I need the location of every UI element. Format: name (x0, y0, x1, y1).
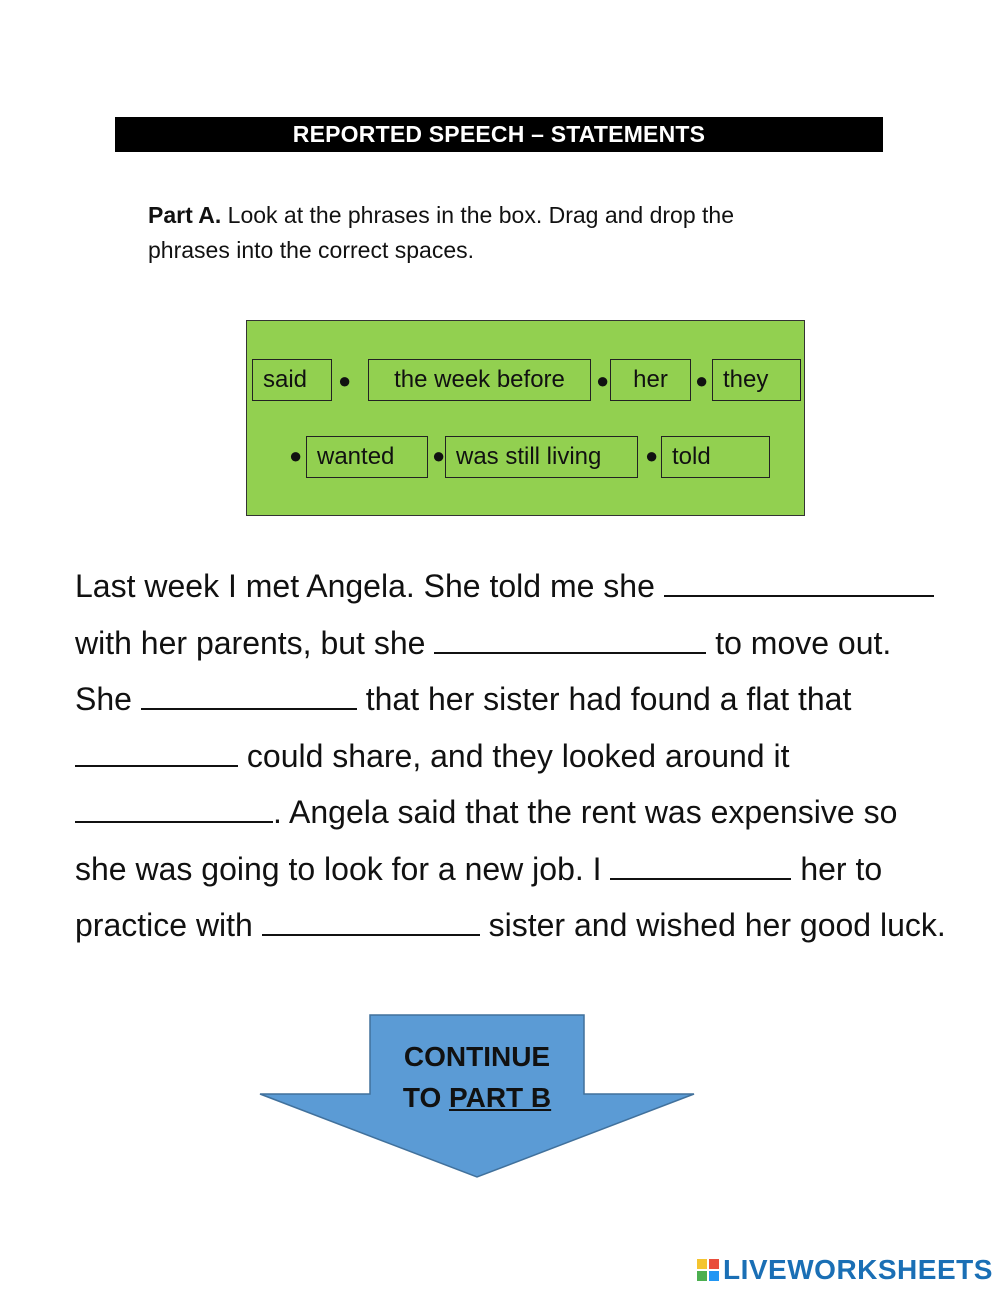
passage-line (75, 784, 975, 841)
bullet-icon: ● (432, 443, 446, 468)
instructions (148, 198, 868, 268)
instructions-line-2: phrases into the correct spaces. (148, 237, 474, 263)
logo-blocks-icon (697, 1259, 719, 1281)
bullet-icon: ● (289, 443, 303, 468)
passage-text: Last week I met Angela. She told me she (75, 568, 664, 604)
passage-text: could share, and they looked around it (238, 737, 790, 774)
passage-line (75, 841, 975, 898)
passage-line (75, 615, 975, 672)
continue-to-part-b-button[interactable] (258, 1014, 696, 1178)
blank-drop-zone-6[interactable] (610, 854, 791, 880)
blank-drop-zone-1[interactable] (664, 571, 934, 597)
continue-label-line-1: CONTINUE (403, 1041, 551, 1072)
passage-line (75, 728, 975, 785)
bullet-icon: ● (338, 368, 352, 393)
passage-text: with her parents, but she (75, 624, 435, 661)
draggable-chip-told[interactable]: told (661, 436, 770, 478)
passage-text: sister and wished her good luck. (479, 907, 946, 943)
blank-drop-zone-5[interactable] (75, 797, 273, 823)
liveworksheets-logo (697, 1253, 993, 1287)
draggable-chip-said[interactable]: said (252, 359, 332, 401)
draggable-chip-the-week-before[interactable]: the week before (368, 359, 591, 401)
draggable-chip-was-still-living[interactable]: was still living (445, 436, 638, 478)
passage-line (75, 671, 975, 728)
passage-line (75, 558, 975, 615)
passage-text: . Angela said that the rent was expensive so (273, 794, 898, 830)
continue-label (370, 1036, 584, 1118)
bullet-icon: ● (645, 443, 659, 468)
blank-drop-zone-4[interactable] (75, 741, 238, 767)
bullet-icon: ● (695, 368, 709, 393)
page-title: REPORTED SPEECH – STATEMENTS (115, 117, 883, 152)
passage-text: to move out. (706, 624, 892, 661)
bullet-icon: ● (596, 368, 610, 393)
passage (75, 558, 975, 954)
passage-line (75, 897, 975, 954)
part-b-link[interactable]: PART B (449, 1082, 552, 1113)
blank-drop-zone-7[interactable] (262, 910, 480, 936)
passage-text: that her sister had found a flat that (356, 681, 852, 717)
passage-text: her to (791, 850, 883, 887)
blank-drop-zone-2[interactable] (434, 628, 706, 654)
logo-text: LIVEWORKSHEETS (723, 1254, 993, 1285)
draggable-chip-wanted[interactable]: wanted (306, 436, 428, 478)
passage-text: she was going to look for a new job. I (75, 850, 611, 887)
word-bank (246, 320, 805, 516)
blank-drop-zone-3[interactable] (141, 684, 357, 710)
draggable-chip-her[interactable]: her (610, 359, 691, 401)
passage-text: practice with (75, 907, 262, 943)
instructions-line-1: Look at the phrases in the box. Drag and drop the (221, 202, 735, 228)
draggable-chip-they[interactable]: they (712, 359, 801, 401)
continue-label-prefix: TO (402, 1082, 449, 1113)
part-label: Part A. (148, 202, 222, 228)
passage-text: She (75, 681, 141, 717)
